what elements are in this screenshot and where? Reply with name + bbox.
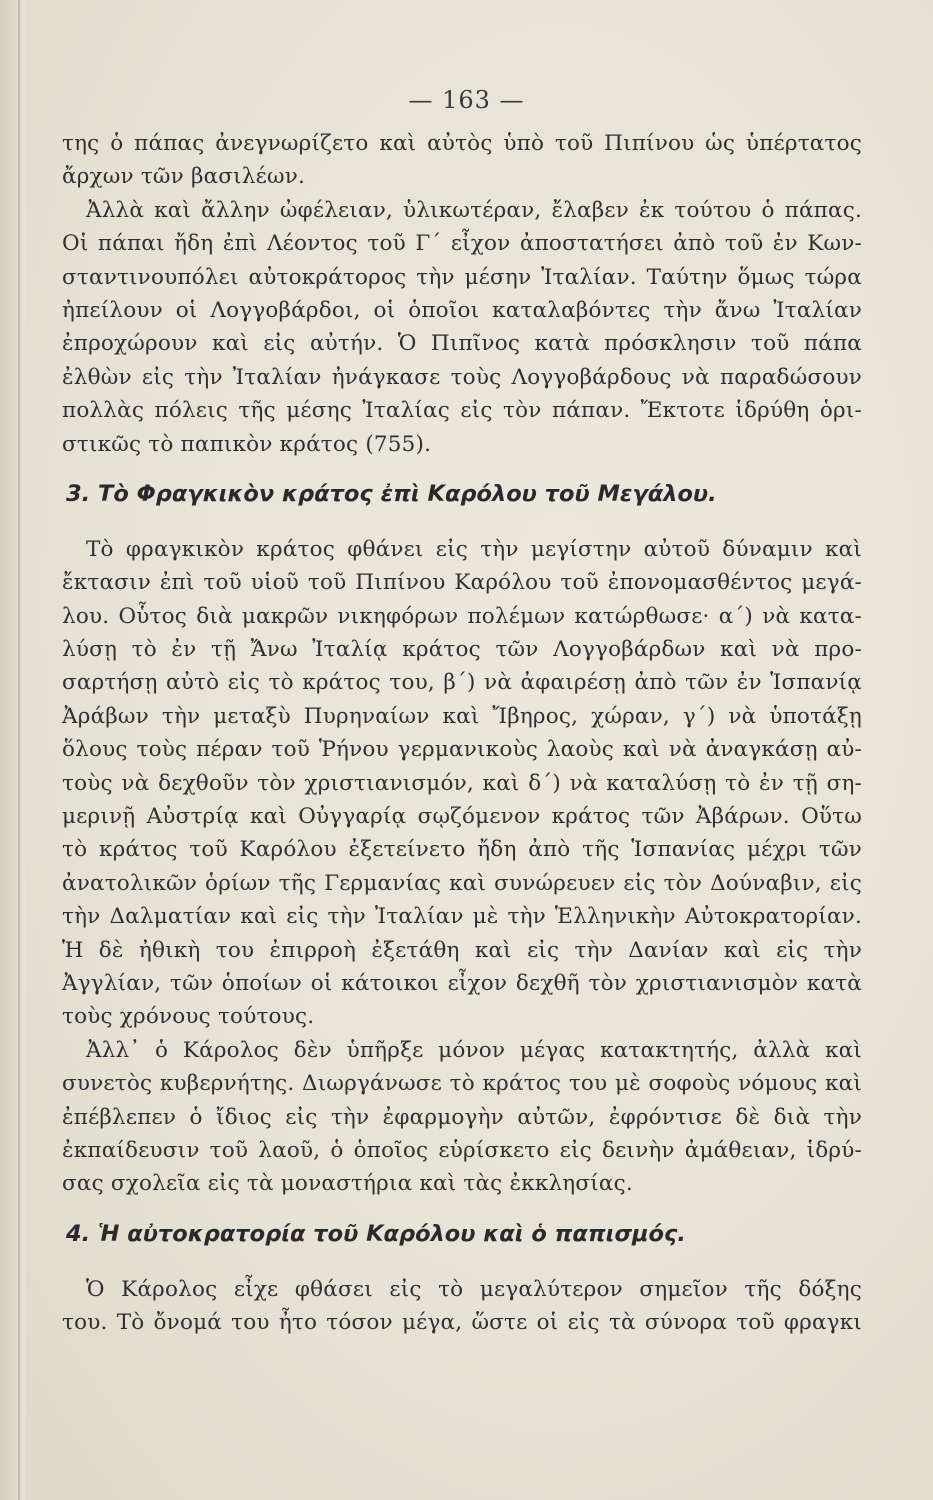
text-line: λύσῃ τὸ ἐν τῇ Ἄνω Ἰταλίᾳ κράτος τῶν Λογγοβάρδων καὶ νὰ προ- [62, 637, 862, 663]
text-line: ἠπείλουν οἱ Λογγοβάρδοι, οἱ ὁποῖοι καταλαβόντες τὴν ἄνω Ἰταλίαν [62, 297, 862, 323]
page-number: — 163 — [408, 86, 525, 114]
text-line: Ἀλλὰ καὶ ἄλλην ὠφέλειαν, ὑλικωτέραν, ἔλαβεν ἐκ τούτου ὁ πάπας. [86, 197, 862, 223]
section-heading-3: 3. Τὸ Φραγκικὸν κράτος ἐπὶ Καρόλου τοῦ Μεγάλου. [66, 480, 717, 507]
text-line: ἐλθὼν εἰς τὴν Ἰταλίαν ἠνάγκασε τοὺς Λογγοβάρδους νὰ παραδώσουν [62, 364, 862, 390]
text-line: του. Τὸ ὄνομά του ἦτο τόσον μέγα, ὥστε οἱ εἰς τὰ σύνορα τοῦ φραγκι [62, 1310, 862, 1336]
text-line: μερινῇ Αὐστρίᾳ καὶ Οὐγγαρίᾳ σῳζόμενον κράτος τῶν Ἀβάρων. Οὕτω [62, 804, 862, 830]
text-line: τὴν Δαλματίαν καὶ εἰς τὴν Ἰταλίαν μὲ τὴν Ἑλληνικὴν Αὐτοκρατορίαν. [62, 904, 862, 930]
text-line: λου. Οὗτος διὰ μακρῶν νικηφόρων πολέμων κατώρθωσε· α΄) νὰ κατα- [62, 603, 862, 629]
text-line: Ἀράβων τὴν μεταξὺ Πυρηναίων καὶ Ἴβηρος, χώραν, γ΄) νὰ ὑποτάξῃ [62, 703, 862, 729]
paragraph-3 [62, 533, 862, 1034]
text-line: σαρτήσῃ αὐτὸ εἰς τὸ κράτος του, β΄) νὰ ἀφαιρέσῃ ἀπὸ τῶν ἐν Ἱσπανίᾳ [62, 670, 862, 696]
binding-rule-line [18, 0, 20, 1500]
text-line: τοὺς χρόνους τούτους. [62, 1004, 315, 1030]
text-line: Ἀγγλίαν, τῶν ὁποίων οἱ κάτοικοι εἶχον δεχθῆ τὸν χριστιανισμὸν κατὰ [62, 970, 862, 996]
text-line: σταντινουπόλει αὐτοκράτορος τὴν μέσην Ἰταλίαν. Ταύτην ὅμως τώρα [62, 264, 862, 290]
text-line: ἐπέβλεπεν ὁ ἴδιος εἰς τὴν ἐφαρμογὴν αὐτῶν, ἐφρόντισε δὲ διὰ τὴν [62, 1104, 862, 1130]
text-line: Ὁ Κάρολος εἶχε φθάσει εἰς τὸ μεγαλύτερον σημεῖον τῆς δόξης [86, 1276, 862, 1302]
paragraph-5 [62, 1273, 862, 1340]
text-line: τοὺς νὰ δεχθοῦν τὸν χριστιανισμόν, καὶ δ΄) νὰ καταλύσῃ τὸ ἐν τῇ ση- [62, 770, 862, 796]
text-line: τὸ κράτος τοῦ Καρόλου ἐξετείνετο ἤδη ἀπὸ τῆς Ἱσπανίας μέχρι τῶν [62, 837, 862, 863]
paragraph-4 [62, 1034, 862, 1201]
text-line: ἐπροχώρουν καὶ εἰς αὐτήν. Ὁ Πιπῖνος κατὰ πρόσκλησιν τοῦ πάπα [62, 331, 862, 357]
text-line: της ὁ πάπας ἀνεγνωρίζετο καὶ αὐτὸς ὑπὸ τοῦ Πιπίνου ὡς ὑπέρτατος [62, 131, 862, 156]
text-line: Οἱ πάπαι ἤδη ἐπὶ Λέοντος τοῦ Γ΄ εἶχον ἀποστατήσει ἀπὸ τοῦ ἐν Κων- [62, 231, 862, 257]
page-binding-edge [0, 0, 26, 1500]
text-body [62, 127, 862, 1340]
text-line: ἐκπαίδευσιν τοῦ λαοῦ, ὁ ὁποῖος εὑρίσκετο εἰς δεινὴν ἀμάθειαν, ἱδρύ- [62, 1137, 862, 1163]
text-line: πολλὰς πόλεις τῆς μέσης Ἰταλίας εἰς τὸν πάπαν. Ἔκτοτε ἱδρύθη ὁρι- [62, 398, 862, 424]
paragraph-1 [62, 127, 862, 194]
section-heading-4: 4. Ἡ αὐτοκρατορία τοῦ Καρόλου καὶ ὁ παπισμός. [66, 1220, 686, 1247]
text-line: ἀνατολικῶν ὁρίων τῆς Γερμανίας καὶ συνώρευεν εἰς τὸν Δούναβιν, εἰς [62, 870, 862, 896]
text-line: συνετὸς κυβερνήτης. Διωργάνωσε τὸ κράτος του μὲ σοφοὺς νόμους καὶ [62, 1071, 862, 1097]
text-line: ἄρχων τῶν βασιλέων. [62, 164, 306, 190]
text-line: Ἡ δὲ ἠθικὴ του ἐπιρροὴ ἐξετάθη καὶ εἰς τὴν Δανίαν καὶ εἰς τὴν [62, 937, 862, 963]
text-line: σας σχολεῖα εἰς τὰ μοναστήρια καὶ τὰς ἐκκλησίας. [62, 1171, 633, 1197]
text-line: Τὸ φραγκικὸν κράτος φθάνει εἰς τὴν μεγίστην αὐτοῦ δύναμιν καὶ [86, 536, 862, 562]
text-line: Ἀλλ᾽ ὁ Κάρολος δὲν ὑπῆρξε μόνον μέγας κατακτητής, ἀλλὰ καὶ [86, 1037, 862, 1063]
text-line: ὅλους τοὺς πέραν τοῦ Ῥήνου γερμανικοὺς λαοὺς καὶ νὰ ἀναγκάσῃ αὐ- [62, 737, 862, 763]
text-line: στικῶς τὸ παπικὸν κράτος (755). [62, 431, 432, 457]
paragraph-2 [62, 194, 862, 461]
text-line: ἔκτασιν ἐπὶ τοῦ υἱοῦ τοῦ Πιπίνου Καρόλου τοῦ ἐπονομασθέντος μεγά- [62, 570, 862, 596]
